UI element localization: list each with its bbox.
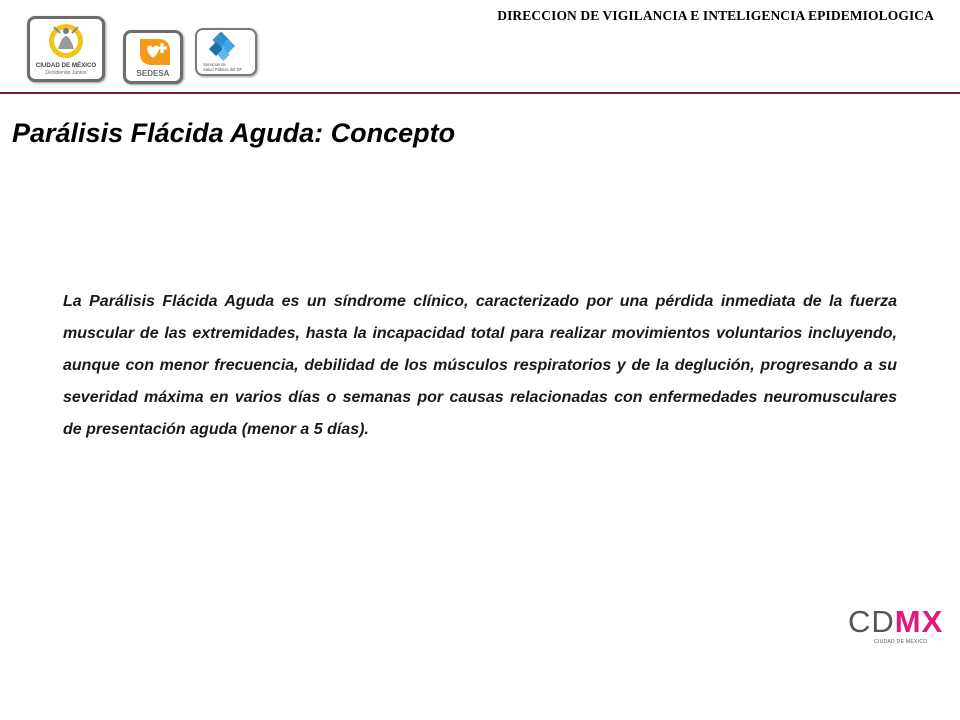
svg-text:Decidiendo Juntos: Decidiendo Juntos	[45, 70, 87, 76]
sspdf-logo	[195, 28, 257, 76]
sedesa-logo	[123, 30, 183, 84]
cdmx-wordmark-mx: MX	[894, 604, 944, 639]
cdmx-government-emblem-icon	[30, 19, 102, 79]
page-title: Parálisis Flácida Aguda: Concepto	[12, 118, 456, 148]
header-divider	[0, 92, 960, 94]
cdmx-wordmark	[848, 606, 943, 638]
header-title: DIRECCION DE VIGILANCIA E INTELIGENCIA EPIDEMIOLOGICA	[497, 8, 934, 23]
logo-group	[27, 14, 267, 86]
cdmx-wordmark-cd: CD	[848, 604, 895, 639]
svg-text:CIUDAD DE MÉXICO: CIUDAD DE MÉXICO	[35, 62, 97, 69]
svg-text:Servicios de: Servicios de	[203, 62, 226, 67]
concept-paragraph: La Parálisis Flácida Aguda es un síndrome clínico, caracterizado por una pérdida inmediata de la fuerza muscular de las extremidades, hasta la incapacidad total para realizar movimientos voluntarios incluyendo, aunque con menor frecuencia, debilidad de los músculos respiratorios y de la deglución, progresando a su severidad máxima en varios días o semanas por causas relacionadas con enfermedades neuromusculares de presentación aguda (menor a 5 días).	[63, 293, 897, 438]
svg-text:Salud Pública del DF: Salud Pública del DF	[203, 67, 243, 72]
cdmx-brand-logo	[848, 606, 948, 646]
sspdf-diamond-icon	[197, 30, 255, 74]
svg-text:SEDESA: SEDESA	[136, 69, 170, 78]
sedesa-heart-icon	[126, 33, 180, 81]
cdmx-subtitle: CIUDAD DE MÉXICO	[874, 639, 928, 645]
cdmx-government-logo	[27, 16, 105, 82]
